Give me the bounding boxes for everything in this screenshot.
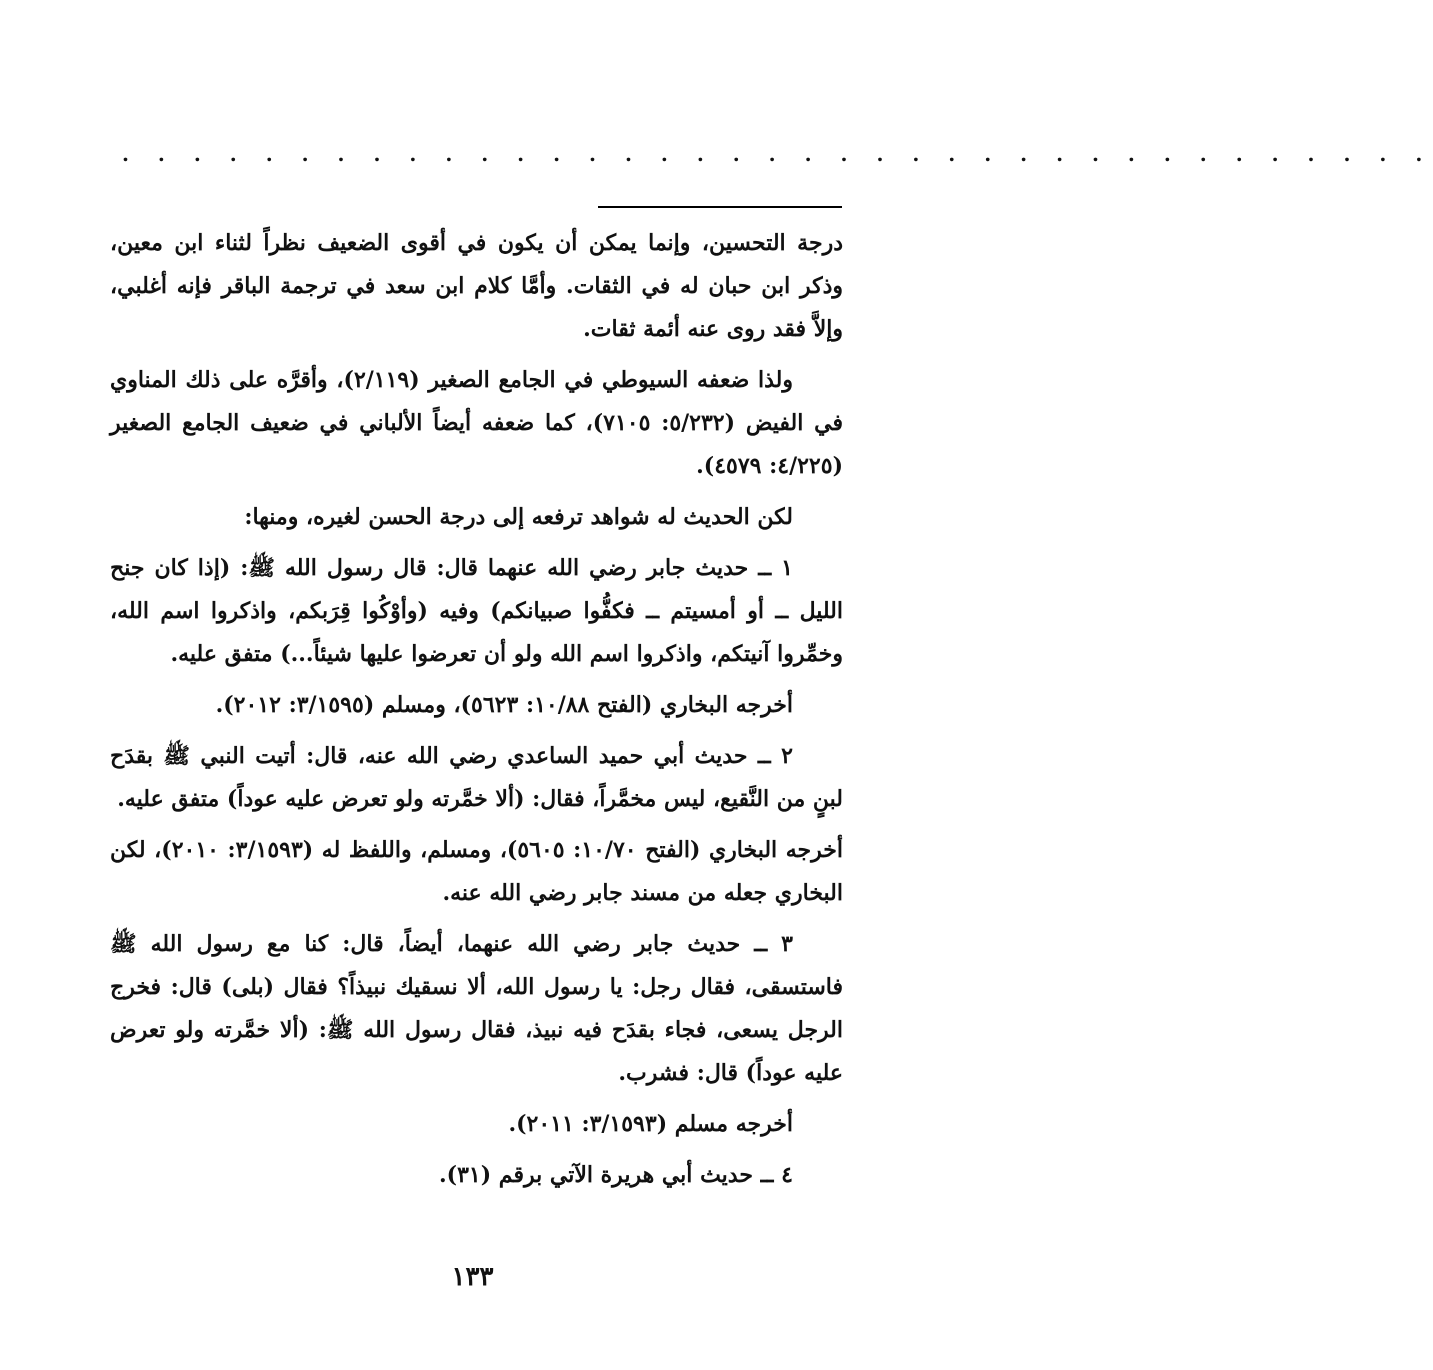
paragraph: ١ ــ حديث جابر رضي الله عنهما قال: قال رسول الله ﷺ: (إذا كان جنح الليل ــ أو أمسيتم ــ فكفُّوا صبيانكم) وفيه (وأوْكُوا قِرَبكم، واذكروا اسم الله، وخمِّروا آنيتكم، واذكروا اسم الله ولو أن تعرضوا عليها شيئاً...) متفق عليه. — [110, 555, 843, 667]
paragraph: ٢ ــ حديث أبي حميد الساعدي رضي الله عنه، قال: أتيت النبي ﷺ بقدَح لبنٍ من النَّقيع، ليس مخمَّراً، فقال: (ألا خمَّرته ولو تعرض عليه عوداً) متفق عليه. — [110, 743, 843, 812]
paragraph: لكن الحديث له شواهد ترفعه إلى درجة الحسن لغيره، ومنها: — [244, 504, 793, 530]
paragraph: أخرجه مسلم (٣/١٥٩٣: ٢٠١١). — [508, 1111, 793, 1137]
paragraph: درجة التحسين، وإنما يمكن أن يكون في أقوى الضعيف نظراً لثناء ابن معين، وذكر ابن حبان له في الثقات. وأمَّا كلام ابن سعد في ترجمة الباقر فإنه أغلبي، وإلاَّ فقد روى عنه أئمة ثقات. — [110, 230, 843, 342]
footnote-rule — [598, 206, 842, 208]
page-number: ١٣٣ — [451, 1262, 494, 1292]
footnote-text — [110, 222, 843, 1205]
paragraph: ٣ ــ حديث جابر رضي الله عنهما، أيضاً، قال: كنا مع رسول الله ﷺ فاستسقى، فقال رجل: يا رسول الله، ألا نسقيك نبيذاً؟ فقال (بلى) قال: فخرج الرجل يسعى، فجاء بقدَح فيه نبيذ، فقال رسول الله ﷺ: (ألا خمَّرته ولو تعرض عليه عوداً) قال: فشرب. — [110, 931, 843, 1086]
separator-dots: . . . . . . . . . . . . . . . . . . . . . . . . . . . . . . . . . . . . . — [122, 142, 1433, 166]
paragraph: أخرجه البخاري (الفتح ١٠/٧٠: ٥٦٠٥)، ومسلم، واللفظ له (٣/١٥٩٣: ٢٠١٠)، لكن البخاري جعله من مسند جابر رضي الله عنه. — [110, 837, 843, 906]
paragraph: أخرجه البخاري (الفتح ١٠/٨٨: ٥٦٢٣)، ومسلم (٣/١٥٩٥: ٢٠١٢). — [215, 692, 793, 718]
paragraph: ولذا ضعفه السيوطي في الجامع الصغير (٢/١١٩)، وأقرَّه على ذلك المناوي في الفيض (٥/٢٣٢: ٧١٠٥)، كما ضعفه أيضاً الألباني في ضعيف الجامع الصغير (٤/٢٢٥: ٤٥٧٩). — [110, 367, 843, 479]
paragraph: ٤ ــ حديث أبي هريرة الآتي برقم (٣١). — [439, 1162, 793, 1188]
